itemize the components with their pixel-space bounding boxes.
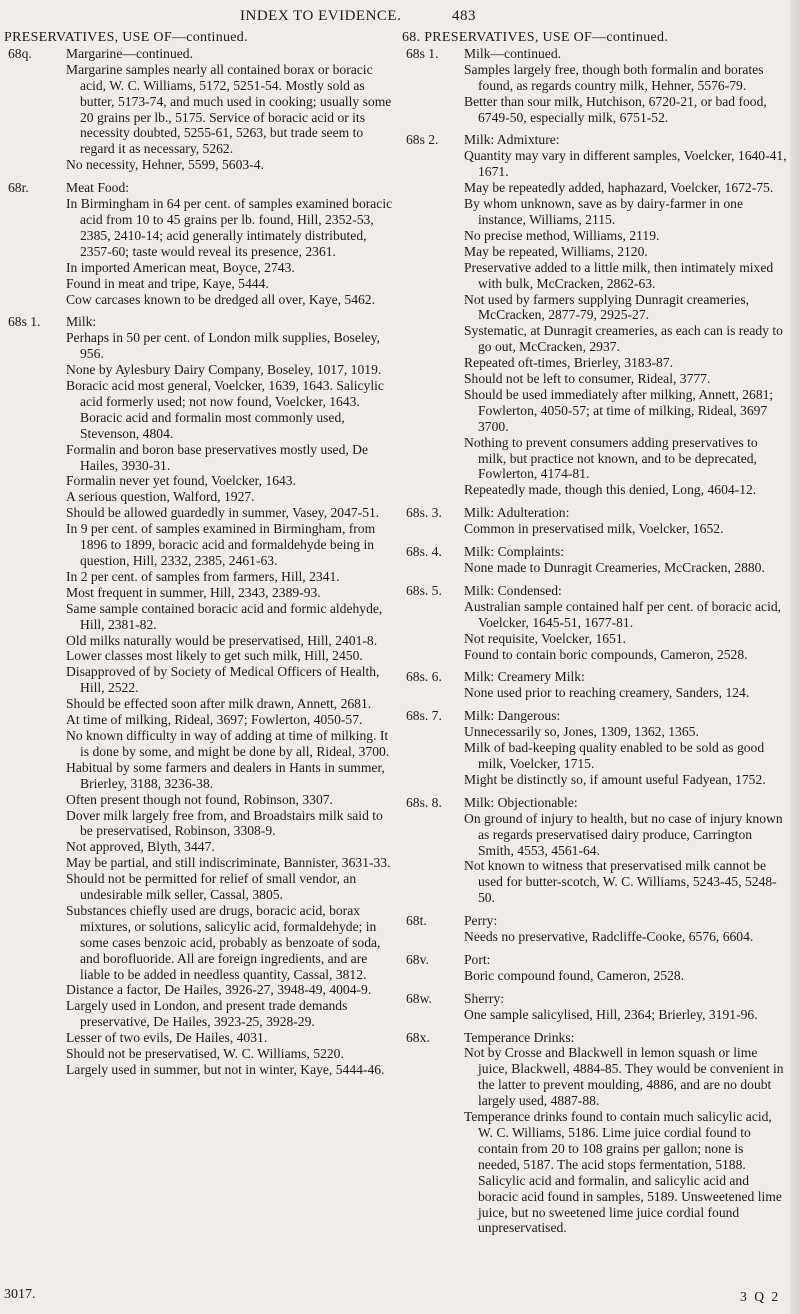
subsection xyxy=(402,132,788,498)
index-entry: Not approved, Blyth, 3447. xyxy=(66,839,215,855)
section-heading: 68. PRESERVATIVES, USE OF—continued. xyxy=(402,30,669,45)
index-entry: Lower classes most likely to get such milk, Hill, 2450. xyxy=(66,648,363,664)
index-entry: A serious question, Walford, 1927. xyxy=(66,489,255,505)
index-entry: None made to Dunragit Creameries, McCracken, 2880. xyxy=(464,560,765,575)
index-entry: Temperance drinks found to contain much salicylic acid, W. C. Williams, 5186. Lime juice cordial found to contain from 20 to 108 grains per gallon; none is needed, 5187. The acid stops fermentation, 5188. Salicylic acid and formalin, and salicylic acid and boracic acid found in samples, 5189. Unsweetened lime juice, but no sweetened lime juice cordial found unpreservatised. xyxy=(464,1109,782,1236)
index-entry: Found to contain boric compounds, Cameron, 2528. xyxy=(464,646,748,662)
index-entry: At time of milking, Rideal, 3697; Fowlerton, 4050-57. xyxy=(66,712,363,728)
index-entry: Better than sour milk, Hutchison, 6720-21, or bad food, 6749-50, especially milk, 6751-52. xyxy=(464,93,767,125)
index-entry: Formalin never yet found, Voelcker, 1643. xyxy=(66,473,296,489)
subsection xyxy=(402,952,788,984)
subsection-heading: Temperance Drinks: xyxy=(464,1029,575,1045)
subsection-label: 68q. xyxy=(8,45,32,61)
index-entry: Should not be left to consumer, Rideal, 3777. xyxy=(464,371,711,387)
subsection xyxy=(402,913,788,945)
index-entry: May be repeated, Williams, 2120. xyxy=(464,243,648,259)
subsection-heading: Port: xyxy=(464,951,491,967)
index-entry: Most frequent in summer, Hill, 2343, 2389-93. xyxy=(66,584,321,600)
subsection xyxy=(402,1030,788,1237)
subsection xyxy=(4,314,394,1078)
subsection-label: 68s. 3. xyxy=(406,505,442,521)
subsection-heading: Meat Food: xyxy=(66,180,130,196)
subsection-label: 68s 2. xyxy=(406,132,439,148)
index-entry: Not by Crosse and Blackwell in lemon squash or lime juice, Blackwell, 4884-85. They would be convenient in the latter to prevent moulding, 4886, and are no doubt largely used, 4887-88. xyxy=(464,1045,784,1109)
subsection xyxy=(402,795,788,906)
index-entry: Not used by farmers supplying Dunragit creameries, McCracken, 2877-79, 2925-27. xyxy=(464,291,750,323)
index-entry: In 2 per cent. of samples from farmers, Hill, 2341. xyxy=(66,568,340,584)
index-entry: Boracic acid most general, Voelcker, 1639, 1643. Salicylic acid formerly used; not now found, Voelcker, 1643. Boracic acid and formalin most commonly used, Stevenson, 4804. xyxy=(66,378,384,441)
index-entry: Repeated oft-times, Brierley, 3183-87. xyxy=(464,355,674,371)
signature-mark: 3 Q 2 xyxy=(740,1289,781,1304)
subsection-heading: Milk: Complaints: xyxy=(464,544,565,560)
index-entry: Needs no preservative, Radcliffe-Cooke, 6576, 6604. xyxy=(464,929,754,945)
subsection-label: 68v. xyxy=(406,951,429,967)
subsection-heading: Sherry: xyxy=(464,990,505,1006)
page-edge xyxy=(790,0,800,1314)
subsection-heading: Milk: xyxy=(66,314,97,330)
index-entry: Largely used in summer, but not in winter, Kaye, 5444-46. xyxy=(66,1062,385,1077)
index-entry: Should not be permitted for relief of small vendor, an undesirable milk seller, Cassal, 3805. xyxy=(66,871,357,903)
index-entry: No known difficulty in way of adding at time of milking. It is done by some, and might be done by all, Rideal, 3700. xyxy=(66,727,390,759)
running-header xyxy=(0,8,800,30)
index-entry: Cow carcases known to be dredged all over, Kaye, 5462. xyxy=(66,291,375,307)
subsection-heading: Milk: Condensed: xyxy=(464,582,562,598)
subsection xyxy=(402,708,788,788)
index-entry: Formalin and boron base preservatives mostly used, De Hailes, 3930-31. xyxy=(66,441,369,473)
index-entry: Distance a factor, De Hailes, 3926-27, 3948-49, 4004-9. xyxy=(66,982,372,998)
index-entry: Quantity may vary in different samples, Voelcker, 1640-41, 1671. xyxy=(464,148,787,180)
index-entry: Substances chiefly used are drugs, boracic acid, borax mixtures, or solutions, salicylic acid, formaldehyde; in some cases benzoic acid, probably as benzoate of soda, and borofluoride. All are foreign ingredients, and are liable to be added in needless quantity, Cassal, 3812. xyxy=(66,902,381,982)
subsection-label: 68s. 4. xyxy=(406,544,442,560)
subsection xyxy=(402,544,788,576)
index-entry: None used prior to reaching creamery, Sanders, 124. xyxy=(464,685,750,701)
index-entry: In 9 per cent. of samples examined in Birmingham, from 1896 to 1899, boracic acid and formaldehyde being in question, Hill, 2332, 2385, 2461-63. xyxy=(66,521,376,568)
index-entry: Systematic, at Dunragit creameries, as each can is ready to go out, McCracken, 2937. xyxy=(464,323,783,355)
index-entry: Should be effected soon after milk drawn, Annett, 2681. xyxy=(66,696,372,712)
subsection-heading: Milk—continued. xyxy=(464,45,562,61)
index-entry: Might be distinctly so, if amount useful Fadyean, 1752. xyxy=(464,771,766,787)
subsection xyxy=(402,46,788,126)
right-column xyxy=(402,30,788,1243)
subsection-label: 68s 1. xyxy=(406,45,439,61)
index-entry: Should be used immediately after milking, Annett, 2681; Fowlerton, 4050-57; at time of milking, Rideal, 3697 3700. xyxy=(464,386,774,434)
subsection xyxy=(402,991,788,1023)
index-entry: Margarine samples nearly all contained borax or boracic acid, W. C. Williams, 5172, 5251-54. Mostly sold as butter, 5173-74, and much used in cooking; usually some 20 grains per lb., 5175. Service of boracic acid or its necessity doubted, 5255-61, 5263, but trade seem to regard it as necessary, 5262. xyxy=(66,61,392,157)
index-entry: Boric compound found, Cameron, 2528. xyxy=(464,967,685,983)
subsection-label: 68t. xyxy=(406,913,427,929)
index-entry: Largely used in London, and present trade demands preservative, De Hailes, 3923-25, 3928-29. xyxy=(66,998,348,1030)
index-entry: Perhaps in 50 per cent. of London milk supplies, Boseley, 956. xyxy=(66,330,380,362)
subsection-label: 68s. 7. xyxy=(406,708,442,724)
subsection-label: 68r. xyxy=(8,180,29,196)
subsection-heading: Milk: Objectionable: xyxy=(464,794,578,810)
index-entry: Not requisite, Voelcker, 1651. xyxy=(464,630,627,646)
index-entry: May be repeatedly added, haphazard, Voelcker, 1672-75. xyxy=(464,180,774,196)
index-entry: Unnecessarily so, Jones, 1309, 1362, 1365. xyxy=(464,724,699,740)
subsection-label: 68s 1. xyxy=(8,314,41,330)
index-entry: Samples largely free, though both formalin and borates found, as regards country milk, Hehner, 5576-79. xyxy=(464,61,764,93)
index-entry: In imported American meat, Boyce, 2743. xyxy=(66,259,295,275)
subsection-label: 68w. xyxy=(406,990,432,1006)
subsection-label: 68x. xyxy=(406,1029,430,1045)
index-entry: Lesser of two evils, De Hailes, 4031. xyxy=(66,1030,268,1046)
index-entry: On ground of injury to health, but no case of injury known as regards preservatised dairy produce, Carrington Smith, 4553, 4561-64. xyxy=(464,810,783,858)
subsection xyxy=(402,669,788,701)
index-entry: Often present though not found, Robinson, 3307. xyxy=(66,791,333,807)
index-entry: Old milks naturally would be preservatised, Hill, 2401-8. xyxy=(66,632,378,648)
index-entry: In Birmingham in 64 per cent. of samples examined boracic acid from 10 to 45 grains per lb. found, Hill, 2352-53, 2385, 2410-14; acid generally intimately distributed, 2357-60; taste would reveal its presence, 2361. xyxy=(66,196,393,259)
subsection-heading: Milk: Dangerous: xyxy=(464,708,561,724)
index-entry: None by Aylesbury Dairy Company, Boseley, 1017, 1019. xyxy=(66,362,382,378)
subsection-heading: Milk: Adulteration: xyxy=(464,505,570,521)
index-entry: Habitual by some farmers and dealers in Hants in summer, Brierley, 3188, 3236-38. xyxy=(66,759,385,791)
index-entry: Same sample contained boracic acid and formic aldehyde, Hill, 2381-82. xyxy=(66,600,383,632)
index-entry: By whom unknown, save as by dairy-farmer in one instance, Williams, 2115. xyxy=(464,196,743,227)
index-entry: Found in meat and tripe, Kaye, 5444. xyxy=(66,275,269,291)
subsection-heading: Milk: Creamery Milk: xyxy=(464,669,585,685)
index-entry: Should be allowed guardedly in summer, Vasey, 2047-51. xyxy=(66,505,380,521)
index-entry: Australian sample contained half per cent. of boracic acid, Voelcker, 1645-51, 1677-81. xyxy=(464,598,782,630)
subsection-label: 68s. 6. xyxy=(406,669,442,685)
index-entry: Preservative added to a little milk, then intimately mixed with bulk, McCracken, 2862-63. xyxy=(464,259,774,291)
subsection-heading: Margarine—continued. xyxy=(66,45,193,61)
index-entry: No necessity, Hehner, 5599, 5603-4. xyxy=(66,157,264,173)
index-entry: Repeatedly made, though this denied, Long, 4604-12. xyxy=(464,482,757,498)
subsection xyxy=(4,180,394,307)
subsection-label: 68s. 5. xyxy=(406,582,442,598)
subsection xyxy=(402,583,788,663)
index-entry: No precise method, Williams, 2119. xyxy=(464,227,660,243)
index-entry: Disapproved of by Society of Medical Officers of Health, Hill, 2522. xyxy=(66,664,380,696)
index-entry: Not known to witness that preservatised milk cannot be used for butter-scotch, W. C. Williams, 5243-45, 5248-50. xyxy=(464,858,777,906)
subsection xyxy=(4,46,394,173)
index-entry: May be partial, and still indiscriminate, Bannister, 3631-33. xyxy=(66,855,391,871)
index-entry: Dover milk largely free from, and Broadstairs milk said to be preservatised, Robinson, 3308-9. xyxy=(66,807,383,839)
index-entry: Milk of bad-keeping quality enabled to be sold as good milk, Voelcker, 1715. xyxy=(464,740,765,771)
index-entry: Nothing to prevent consumers adding preservatives to milk, but practice not known, and to be deprecated, Fowlerton, 4174-81. xyxy=(464,434,758,482)
index-entry: One sample salicylised, Hill, 2364; Brierley, 3191-96. xyxy=(464,1006,758,1022)
index-entry: Should not be preservatised, W. C. Williams, 5220. xyxy=(66,1046,344,1062)
footer-number: 3017. xyxy=(4,1287,36,1302)
index-entry: Common in preservatised milk, Voelcker, 1652. xyxy=(464,521,724,537)
page-number: 483 xyxy=(452,8,476,24)
section-heading: PRESERVATIVES, USE OF—continued. xyxy=(4,30,248,45)
left-column xyxy=(4,30,394,1085)
subsection xyxy=(402,505,788,537)
subsection-heading: Milk: Admixture: xyxy=(464,132,560,148)
subsection-label: 68s. 8. xyxy=(406,794,442,810)
subsection-heading: Perry: xyxy=(464,913,498,929)
header-title: INDEX TO EVIDENCE. xyxy=(240,8,402,24)
